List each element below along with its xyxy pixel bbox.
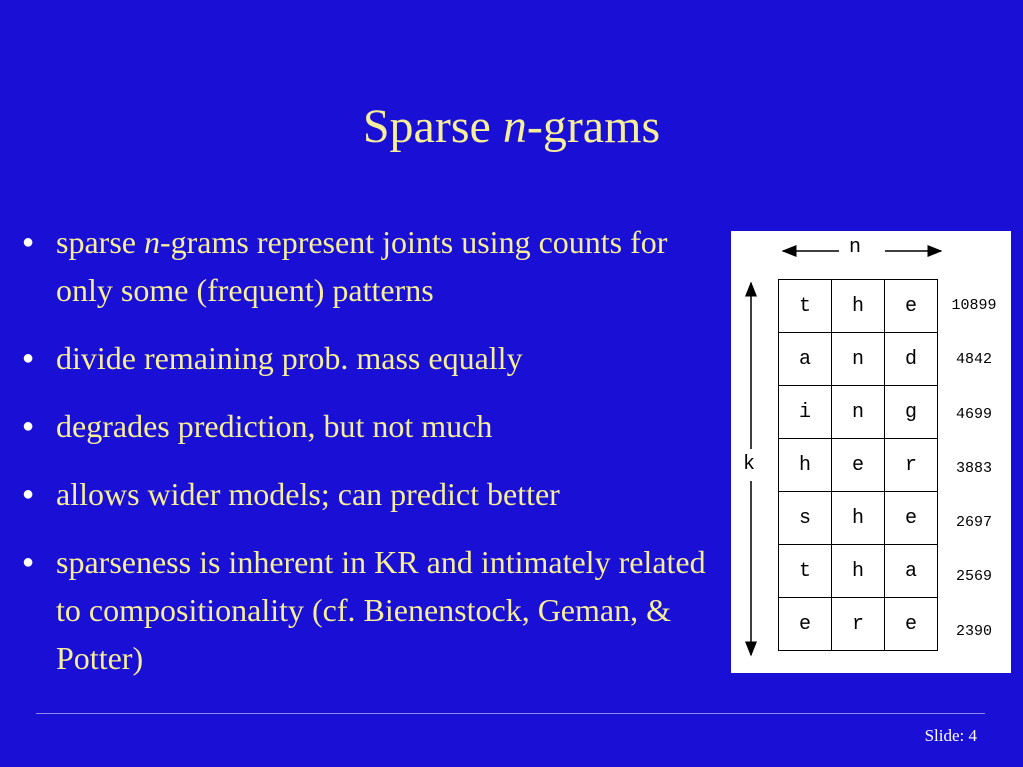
bullet-item: ● divide remaining prob. mass equally xyxy=(20,334,730,382)
bullet-dot: ● xyxy=(22,415,35,437)
table-cell: a xyxy=(885,545,938,598)
table-cell: r xyxy=(885,439,938,492)
row-count: 2390 xyxy=(955,622,992,640)
table-cell: h xyxy=(832,545,885,598)
bullet-item: ● sparseness is inherent in KR and intimately related to compositionality (cf. Bienenstock, Geman, & Potter) xyxy=(20,538,730,682)
table-cell: e xyxy=(885,280,938,333)
table-cell: e xyxy=(779,598,832,651)
bullet-item: ● degrades prediction, but not much xyxy=(20,402,730,450)
row-count: 2569 xyxy=(955,568,992,586)
table-row xyxy=(779,333,938,386)
table-cell: h xyxy=(779,439,832,492)
table-row xyxy=(779,280,938,333)
row-count: 3883 xyxy=(955,459,992,477)
table-cell: g xyxy=(885,386,938,439)
row-count: 4699 xyxy=(955,405,992,423)
row-count: 4842 xyxy=(955,351,992,369)
row-count: 2697 xyxy=(955,514,992,532)
slide-title: Sparse n-grams xyxy=(362,100,661,153)
ngram-table-figure xyxy=(731,231,1011,673)
ngram-grid xyxy=(778,279,938,651)
k-label: k xyxy=(743,453,756,476)
bullet-dot: ● xyxy=(22,347,35,369)
table-cell: e xyxy=(832,439,885,492)
table-cell: a xyxy=(779,333,832,386)
table-cell: n xyxy=(832,386,885,439)
table-cell: t xyxy=(779,545,832,598)
table-cell: s xyxy=(779,492,832,545)
bullet-dot: ● xyxy=(22,231,35,253)
table-cell: r xyxy=(832,598,885,651)
count-column xyxy=(941,279,1007,659)
table-cell: n xyxy=(832,333,885,386)
slide-number: Slide: 4 xyxy=(924,726,977,745)
bullet-item: ● sparse n-grams represent joints using counts for only some (frequent) patterns xyxy=(20,218,730,314)
bullet-dot: ● xyxy=(22,483,35,505)
bullet-list xyxy=(20,218,730,702)
table-row xyxy=(779,545,938,598)
table-row xyxy=(779,386,938,439)
table-row xyxy=(779,439,938,492)
footer-divider xyxy=(36,713,985,714)
bullet-item: ● allows wider models; can predict better xyxy=(20,470,730,518)
table-cell: i xyxy=(779,386,832,439)
table-row xyxy=(779,492,938,545)
table-cell: h xyxy=(832,492,885,545)
row-count: 10899 xyxy=(951,297,997,314)
table-cell: h xyxy=(832,280,885,333)
n-label: n xyxy=(849,236,862,259)
table-cell: d xyxy=(885,333,938,386)
bullet-dot: ● xyxy=(22,551,35,573)
table-cell: e xyxy=(885,598,938,651)
table-cell: t xyxy=(779,280,832,333)
table-cell: e xyxy=(885,492,938,545)
table-row xyxy=(779,598,938,651)
